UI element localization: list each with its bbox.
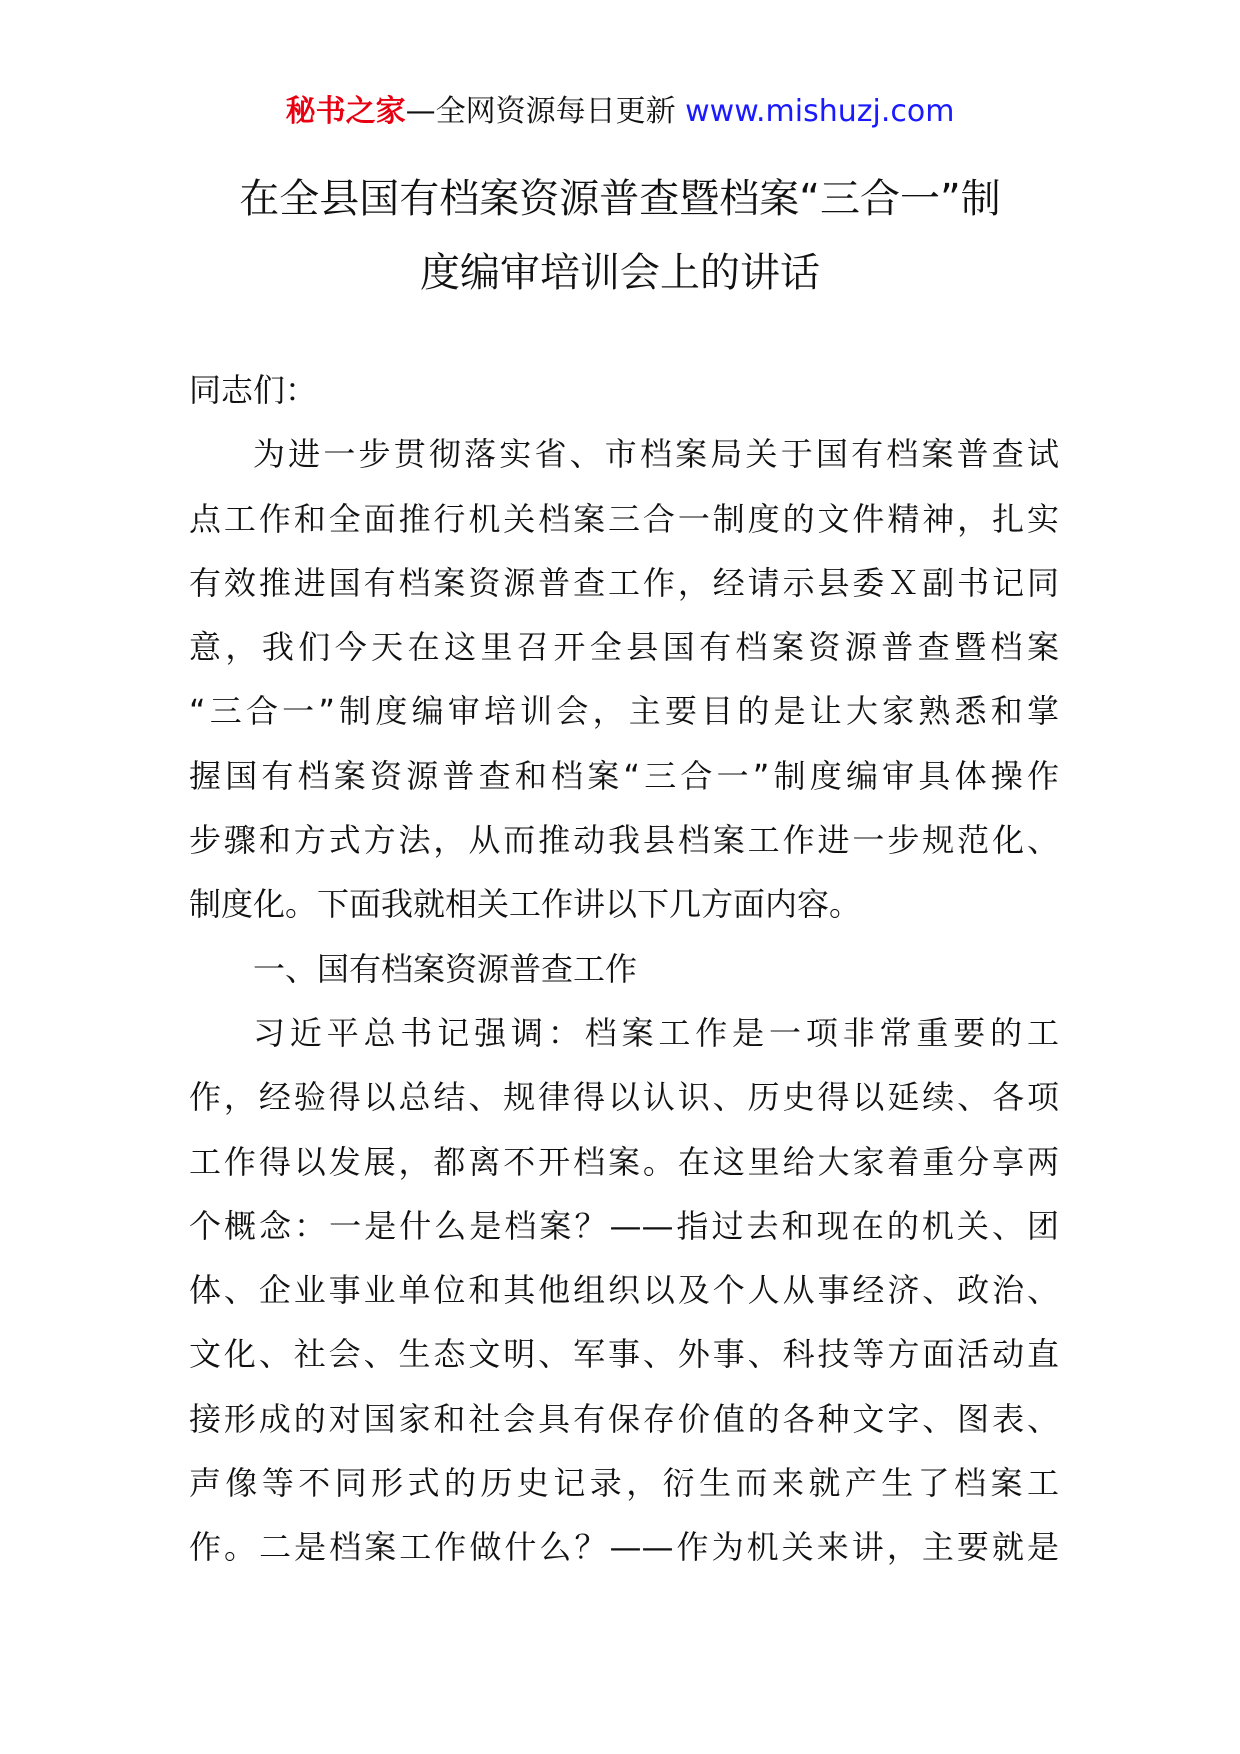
body-line: 文化、社会、生态文明、军事、外事、科技等方面活动直 xyxy=(189,1335,1059,1374)
site-brand: 秘书之家 xyxy=(285,94,406,129)
document-title xyxy=(150,162,1090,310)
body-line: 习近平总书记强调：档案工作是一项非常重要的工 xyxy=(253,1013,1059,1052)
body-line: 意，我们今天在这里召开全县国有档案资源普查暨档案 xyxy=(189,628,1059,667)
site-url[interactable]: www.mishuzj.com xyxy=(685,94,955,129)
site-header xyxy=(0,92,1240,132)
body-line: 声像等不同形式的历史记录，衍生而来就产生了档案工 xyxy=(189,1464,1059,1503)
body-line: 接形成的对国家和社会具有保存价值的各种文字、图表、 xyxy=(189,1399,1059,1438)
body-line: 点工作和全面推行机关档案三合一制度的文件精神，扎实 xyxy=(189,499,1059,538)
body-line: 步骤和方式方法，从而推动我县档案工作进一步规范化、 xyxy=(189,821,1059,860)
body-line: 工作得以发展，都离不开档案。在这里给大家着重分享两 xyxy=(189,1142,1059,1181)
body-line: 制度化。下面我就相关工作讲以下几方面内容。 xyxy=(189,885,862,924)
body-line: 作。二是档案工作做什么？——作为机关来讲，主要就是 xyxy=(189,1528,1059,1567)
body-line: 体、企业事业单位和其他组织以及个人从事经济、政治、 xyxy=(189,1271,1059,1310)
title-line-2: 度编审培训会上的讲话 xyxy=(420,250,820,296)
body-line: 有效推进国有档案资源普查工作，经请示县委Ｘ副书记同 xyxy=(189,563,1059,602)
title-line-1: 在全县国有档案资源普查暨档案“三合一”制 xyxy=(239,176,1001,222)
salutation: 同志们： xyxy=(189,371,318,409)
body-line: 为进一步贯彻落实省、市档案局关于国有档案普查试 xyxy=(253,435,1059,474)
site-tagline: —全网资源每日更新 xyxy=(405,94,686,129)
body-line: 握国有档案资源普查和档案“三合一”制度编审具体操作 xyxy=(189,756,1059,795)
body-line: 个概念：一是什么是档案？——指过去和现在的机关、团 xyxy=(189,1206,1059,1245)
body-line: 作，经验得以总结、规律得以认识、历史得以延续、各项 xyxy=(189,1078,1059,1117)
body-line: “三合一”制度编审培训会，主要目的是让大家熟悉和掌 xyxy=(189,692,1059,731)
document-body xyxy=(189,358,1059,1580)
section-heading: 一、国有档案资源普查工作 xyxy=(253,949,638,988)
